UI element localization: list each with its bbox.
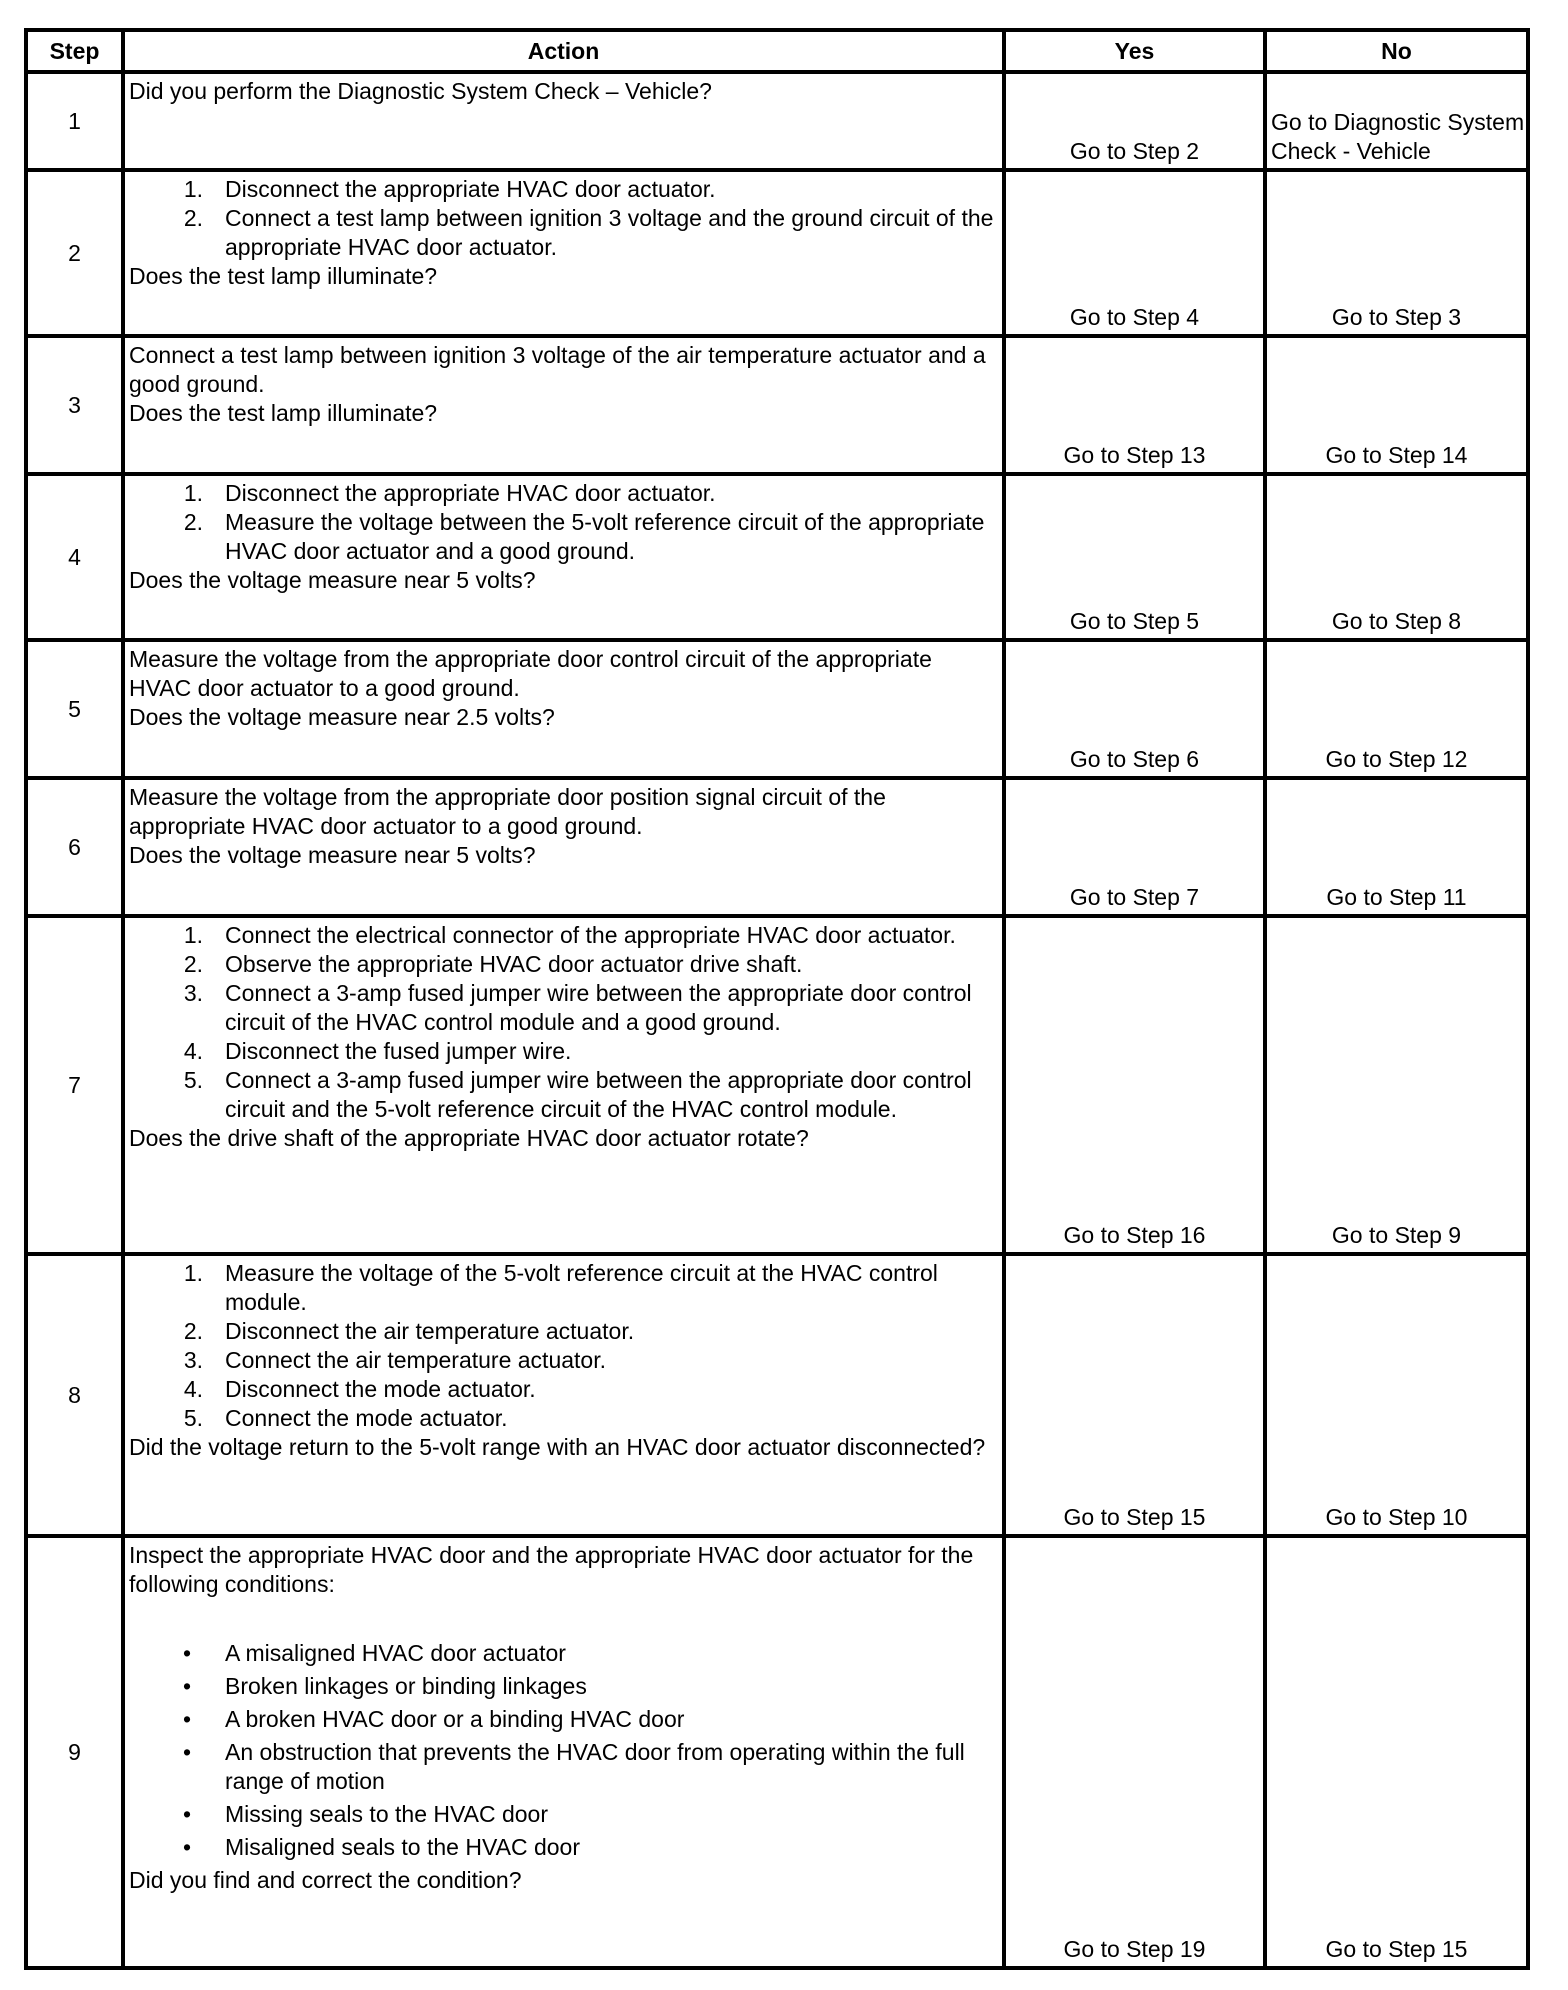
- action-cell: [123, 170, 1004, 336]
- no-cell: Go to Step 10: [1265, 1254, 1528, 1536]
- action-text: Measure the voltage from the appropriate door control circuit of the appropriate HVAC door actuator to a good ground.: [129, 646, 932, 701]
- action-cell: [123, 916, 1004, 1254]
- action-text: Connect a test lamp between ignition 3 voltage of the air temperature actuator and a good ground.: [129, 342, 986, 397]
- header-step: Step: [26, 30, 123, 72]
- no-cell: Go to Step 14: [1265, 336, 1528, 474]
- list-item: • A misaligned HVAC door actuator: [182, 1640, 566, 1666]
- yes-cell: Go to Step 16: [1004, 916, 1265, 1254]
- action-question: Does the test lamp illuminate?: [129, 400, 438, 426]
- table-row: [26, 916, 1528, 1254]
- no-cell: Go to Step 12: [1265, 640, 1528, 778]
- table-row: [26, 1254, 1528, 1536]
- yes-cell: Go to Step 13: [1004, 336, 1265, 474]
- action-question: Did the voltage return to the 5-volt range with an HVAC door actuator disconnected?: [129, 1434, 986, 1460]
- list-item: • Broken linkages or binding linkages: [182, 1673, 587, 1699]
- yes-cell: Go to Step 15: [1004, 1254, 1265, 1536]
- yes-cell: Go to Step 5: [1004, 474, 1265, 640]
- action-cell: [123, 72, 1004, 170]
- header-no: No: [1265, 30, 1528, 72]
- list-item: 1. Measure the voltage of the 5-volt reference circuit at the HVAC control module.: [183, 1260, 938, 1315]
- header-yes: Yes: [1004, 30, 1265, 72]
- yes-cell: Go to Step 4: [1004, 170, 1265, 336]
- no-cell: Go to Step 8: [1265, 474, 1528, 640]
- action-cell: [123, 1536, 1004, 1968]
- list-item: 2. Disconnect the air temperature actuator.: [183, 1318, 635, 1344]
- action-cell: [123, 778, 1004, 916]
- list-item: 1. Disconnect the appropriate HVAC door actuator.: [183, 480, 716, 506]
- header-row: [26, 30, 1528, 72]
- action-cell: [123, 640, 1004, 778]
- action-question: Did you find and correct the condition?: [129, 1867, 522, 1893]
- no-cell: Go to Step 15: [1265, 1536, 1528, 1968]
- action-question: Does the voltage measure near 5 volts?: [129, 567, 536, 593]
- condition-list: [129, 1639, 998, 1862]
- list-item: 1. Disconnect the appropriate HVAC door actuator.: [183, 176, 716, 202]
- list-item: 3. Connect a 3-amp fused jumper wire between the appropriate door control circuit of the HVAC control module and a good ground.: [183, 980, 972, 1035]
- action-question: Does the test lamp illuminate?: [129, 263, 438, 289]
- step-number: 5: [26, 640, 123, 778]
- step-number: 6: [26, 778, 123, 916]
- list-item: • Misaligned seals to the HVAC door: [182, 1834, 580, 1860]
- no-cell: Go to Step 11: [1265, 778, 1528, 916]
- step-number: 8: [26, 1254, 123, 1536]
- diagnostic-table: [24, 28, 1530, 1970]
- step-number: 2: [26, 170, 123, 336]
- step-number: 3: [26, 336, 123, 474]
- action-cell: [123, 474, 1004, 640]
- list-item: • Missing seals to the HVAC door: [182, 1801, 548, 1827]
- list-item: 1. Connect the electrical connector of the appropriate HVAC door actuator.: [183, 922, 956, 948]
- yes-cell: Go to Step 6: [1004, 640, 1265, 778]
- yes-cell: Go to Step 19: [1004, 1536, 1265, 1968]
- no-cell: Go to Step 3: [1265, 170, 1528, 336]
- no-cell: Go to Step 9: [1265, 916, 1528, 1254]
- list-item: 3. Connect the air temperature actuator.: [183, 1347, 606, 1373]
- list-item: 2. Observe the appropriate HVAC door actuator drive shaft.: [183, 951, 803, 977]
- list-item: 5. Connect the mode actuator.: [183, 1405, 508, 1431]
- action-text: Inspect the appropriate HVAC door and the appropriate HVAC door actuator for the following conditions:: [129, 1542, 974, 1597]
- step-number: 7: [26, 916, 123, 1254]
- numbered-list: [129, 921, 998, 1124]
- table-row: [26, 1536, 1528, 1968]
- step-number: 9: [26, 1536, 123, 1968]
- numbered-list: [129, 175, 998, 262]
- list-item: 4. Disconnect the mode actuator.: [183, 1376, 536, 1402]
- action-question: Does the voltage measure near 2.5 volts?: [129, 704, 555, 730]
- action-text: Measure the voltage from the appropriate door position signal circuit of the appropriate HVAC door actuator to a good ground.: [129, 784, 886, 839]
- action-cell: [123, 336, 1004, 474]
- list-item: 2. Connect a test lamp between ignition 3 voltage and the ground circuit of the appropriate HVAC door actuator.: [183, 205, 994, 260]
- table-row: [26, 778, 1528, 916]
- table-row: [26, 474, 1528, 640]
- table-row: [26, 336, 1528, 474]
- step-number: 4: [26, 474, 123, 640]
- header-action: Action: [123, 30, 1004, 72]
- numbered-list: [129, 1259, 998, 1433]
- action-text: Did you perform the Diagnostic System Check – Vehicle?: [129, 78, 712, 104]
- yes-cell: Go to Step 7: [1004, 778, 1265, 916]
- list-item: 2. Measure the voltage between the 5-volt reference circuit of the appropriate HVAC door actuator and a good ground.: [183, 509, 985, 564]
- table-row: [26, 640, 1528, 778]
- yes-cell: Go to Step 2: [1004, 72, 1265, 170]
- list-item: 5. Connect a 3-amp fused jumper wire between the appropriate door control circuit and the 5-volt reference circuit of the HVAC control module.: [183, 1067, 972, 1122]
- list-item: 4. Disconnect the fused jumper wire.: [183, 1038, 572, 1064]
- table-row: [26, 72, 1528, 170]
- list-item: • A broken HVAC door or a binding HVAC door: [182, 1706, 685, 1732]
- no-cell: Go to Diagnostic System Check - Vehicle: [1265, 72, 1528, 170]
- numbered-list: [129, 479, 998, 566]
- action-cell: [123, 1254, 1004, 1536]
- action-question: Does the drive shaft of the appropriate HVAC door actuator rotate?: [129, 1125, 809, 1151]
- action-question: Does the voltage measure near 5 volts?: [129, 842, 536, 868]
- table-row: [26, 170, 1528, 336]
- step-number: 1: [26, 72, 123, 170]
- list-item: • An obstruction that prevents the HVAC door from operating within the full range of motion: [182, 1739, 965, 1794]
